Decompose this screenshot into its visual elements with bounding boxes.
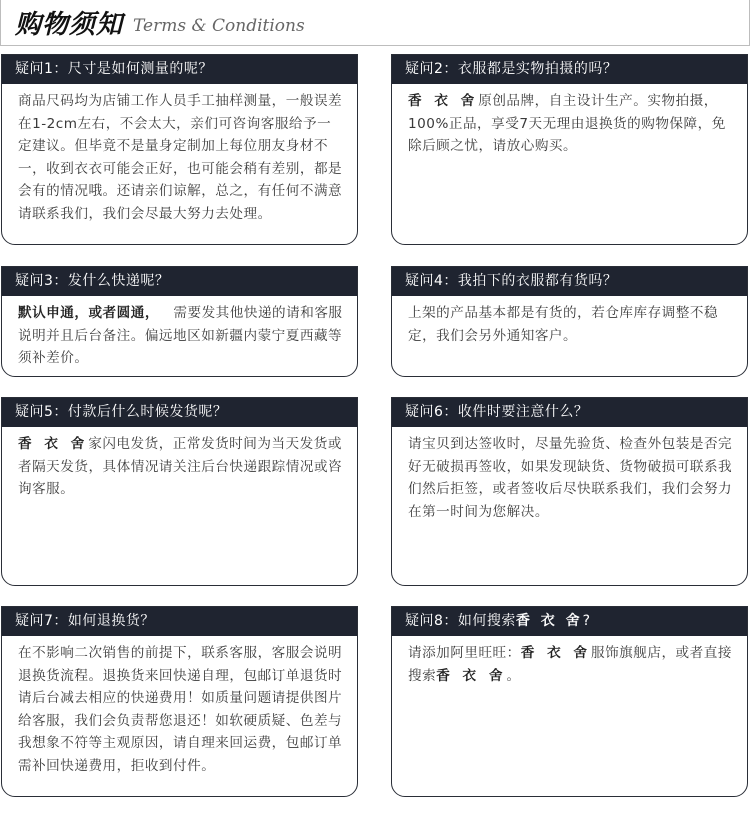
faq-card-4 — [391, 266, 748, 377]
faq-answer-2-text: 原创品牌，自主设计生产。实物拍摄，100%正品，享受7天无理由退换货的购物保障，免除后顾之忧，请放心购买。 — [408, 93, 726, 154]
faq-card-2 — [391, 54, 748, 245]
faq-answer-8-middle: 服饰旗舰店，或者直接搜索 — [408, 645, 732, 684]
faq-question-8-prefix: 疑问8：如何搜索 — [405, 613, 516, 629]
brand-name: 香 衣 舍 — [520, 645, 591, 661]
faq-card-7 — [1, 606, 358, 797]
brand-name: 香 衣 舍 — [18, 436, 89, 452]
faq-answer-8 — [392, 636, 747, 695]
faq-answer-1: 商品尺码均为店铺工作人员手工抽样测量，一般误差在1-2cm左右，不会太大，亲们可咨询客服给予一定建议。但毕竟不是量身定制加上每位朋友身材不一，收到衣衣可能会正好，也可能会稍有差别，都是会有的情况哦。还请亲们谅解，总之，有任何不满意请联系我们，我们会尽最大努力去处理。 — [18, 93, 343, 222]
faq-card-5 — [1, 397, 358, 586]
page-subtitle: Terms & Conditions — [133, 15, 305, 36]
faq-answer-4: 上架的产品基本都是有货的，若仓库库存调整不稳定，我们会另外通知客户。 — [408, 305, 719, 344]
faq-card-8 — [391, 606, 748, 797]
faq-answer-3-lead: 默认申通，或者圆通， — [18, 305, 159, 321]
brand-name: 香 衣 舍 — [408, 93, 479, 109]
faq-question-1: 疑问1：尺寸是如何测量的呢？ — [2, 55, 357, 84]
page-title: 购物须知 — [15, 10, 124, 40]
faq-card-1 — [1, 54, 358, 245]
faq-answer-2 — [392, 84, 747, 166]
faq-answer-3-text: 需要发其他快递的请和客服说明并且后台备注。偏远地区如新疆内蒙宁夏西藏等须补差价。 — [18, 305, 343, 366]
faq-question-2: 疑问2：衣服都是实物拍摄的吗？ — [392, 55, 747, 84]
faq-card-3 — [1, 266, 358, 377]
faq-answer-8-prefix: 请添加阿里旺旺： — [408, 645, 521, 661]
faq-answer-6: 请宝贝到达签收时，尽量先验货、检查外包装是否完好无破损再签收，如果发现缺货、货物破损可联系我们然后拒签，或者签收后尽快联系我们，我们会努力在第一时间为您解决。 — [408, 436, 733, 520]
brand-name: 香 衣 舍 — [515, 613, 583, 629]
faq-question-4: 疑问4：我拍下的衣服都有货吗？ — [392, 267, 747, 296]
faq-answer-8-suffix: 。 — [506, 667, 521, 684]
header — [0, 0, 750, 46]
faq-question-3: 疑问3：发什么快递呢？ — [2, 267, 357, 296]
faq-question-7: 疑问7：如何退换货？ — [2, 607, 357, 636]
brand-name: 香 衣 舍 — [436, 667, 507, 684]
faq-question-8-suffix: ? — [582, 613, 591, 629]
faq-answer-5 — [2, 427, 357, 509]
faq-answer-7: 在不影响二次销售的前提下，联系客服，客服会说明退换货流程。退换货来回快递自理，包邮订单退货时请后台减去相应的快递费用！如质量问题请提供图片给客服，我们会负责帮您退还！如软硬质疑、色差与我想象不符等主观原因，请自理来回运费，包邮订单需补回快递费用，拒收到付件。 — [18, 645, 343, 774]
faq-question-8 — [392, 607, 747, 636]
faq-question-5: 疑问5：付款后什么时候发货呢？ — [2, 398, 357, 427]
faq-card-6 — [391, 397, 748, 586]
faq-answer-5-text: 家闪电发货，正常发货时间为当天发货或者隔天发货，具体情况请关注后台快递跟踪情况或咨询客服。 — [18, 436, 343, 497]
faq-question-6: 疑问6：收件时要注意什么？ — [392, 398, 747, 427]
faq-answer-3 — [2, 296, 357, 377]
